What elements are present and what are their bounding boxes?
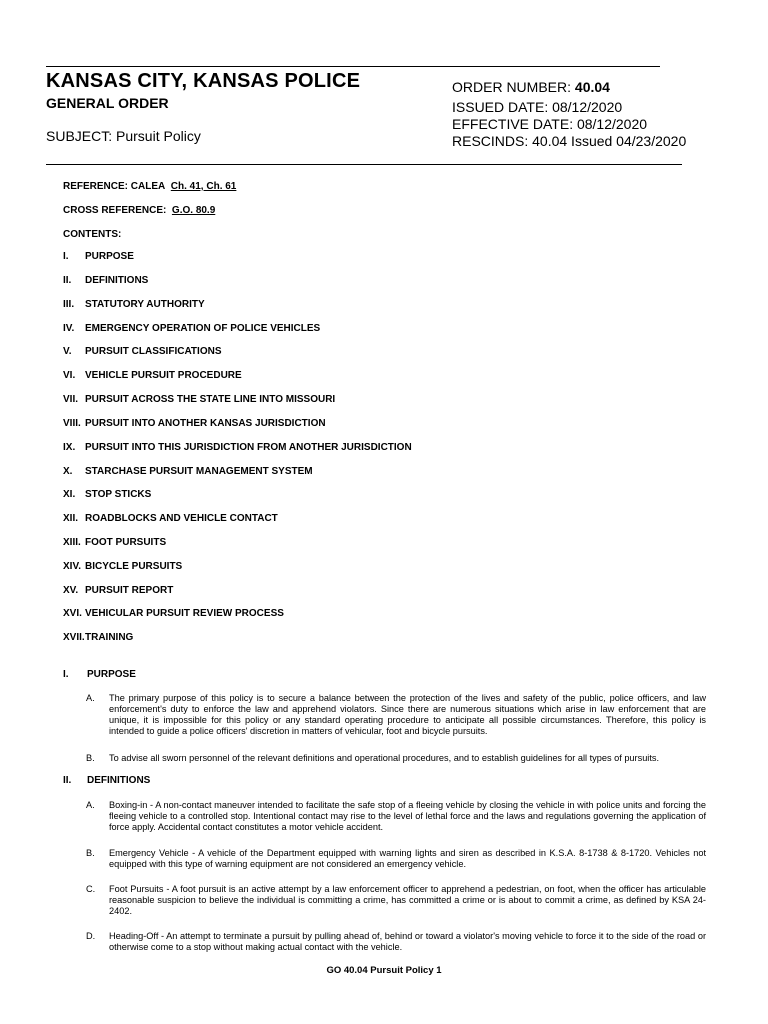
cross-reference-line xyxy=(63,205,215,216)
order-number-value: 40.04 xyxy=(574,79,610,95)
order-number xyxy=(452,77,686,97)
reference-value: Ch. 41, Ch. 61 xyxy=(170,181,237,192)
rescinds: RESCINDS: 40.04 Issued 04/23/2020 xyxy=(452,133,687,149)
contents-label: CONTENTS: xyxy=(63,229,122,240)
reference-line xyxy=(63,181,236,192)
purpose-paragraph-a: A. The primary purpose of this policy is to secure a balance between the protection of the lives and safety of the public, police officers, and law enforcement's duty to enforce the law and apprehend violators. Since there are numerous situations which arise in law enforcement that are unique, it is impossible for this policy or any standard operating procedure to anticipate all possible circumstances. Therefore, this policy is intended to guide a police officers' discretion in matters of vehicular, foot and bicycle pursuits. xyxy=(86,693,706,736)
purpose-paragraph-b: B. To advise all sworn personnel of the relevant definitions and operational procedures, and to establish guidelines for all types of pursuits. xyxy=(86,753,660,763)
issued-date: ISSUED DATE: 08/12/2020 xyxy=(452,99,623,115)
order-info xyxy=(452,77,686,151)
toc-item: XVII.TRAINING xyxy=(63,632,134,643)
toc-item: XIII. FOOT PURSUITS xyxy=(63,537,167,548)
definition-boxing-in: A. Boxing-in - A non-contact maneuver intended to facilitate the safe stop of a fleeing vehicle by closing the vehicle in with police units and forcing the fleeing vehicle to a controlled stop. Intentional contact may rise to the level of lethal force and the laws and regulations governing the application of force apply. Accidental contact constitutes a motor vehicle accident. xyxy=(86,800,706,832)
definition-emergency-vehicle: B. Emergency Vehicle - A vehicle of the Department equipped with warning lights and siren as described in K.S.A. 8-1738 & 8-1720. Vehicles not equipped with this type of warning equipment are not considered an emergency vehicle. xyxy=(86,848,706,869)
reference-label: REFERENCE: CALEA xyxy=(63,181,166,192)
toc-item: XII. ROADBLOCKS AND VEHICLE CONTACT xyxy=(63,513,278,524)
header-top-rule xyxy=(46,66,660,67)
definition-heading-off: D. Heading-Off - An attempt to terminate a pursuit by pulling ahead of, behind or toward a violator's moving vehicle to force it to the side of the road or otherwise come to a stop without making actual contact with the vehicle. xyxy=(86,931,706,952)
toc-item: V. PURSUIT CLASSIFICATIONS xyxy=(63,346,222,357)
section-heading-purpose: I. PURPOSE xyxy=(63,669,136,680)
header-bottom-rule xyxy=(46,164,682,165)
definition-foot-pursuits: C. Foot Pursuits - A foot pursuit is an active attempt by a law enforcement officer to apprehend a pedestrian, on foot, when the officer has articulable reasonable suspicion to believe the individual is committing a crime, has committed a crime or is about to commit a crime, as defined by KSA 24-2402. xyxy=(86,884,706,916)
toc-item: II. DEFINITIONS xyxy=(63,275,149,286)
agency-title: KANSAS CITY, KANSAS POLICE xyxy=(46,70,361,92)
cross-reference-value: G.O. 80.9 xyxy=(171,205,216,216)
toc-item: VIII. PURSUIT INTO ANOTHER KANSAS JURISDICTION xyxy=(63,418,326,429)
cross-reference-label: CROSS REFERENCE: xyxy=(63,205,167,216)
toc-item: XIV. BICYCLE PURSUITS xyxy=(63,561,183,572)
section-heading-definitions: II. DEFINITIONS xyxy=(63,775,151,786)
subject-line: SUBJECT: Pursuit Policy xyxy=(46,128,201,144)
page-footer: GO 40.04 Pursuit Policy 1 xyxy=(326,965,442,976)
effective-date: EFFECTIVE DATE: 08/12/2020 xyxy=(452,116,648,132)
order-number-label: ORDER NUMBER: xyxy=(452,79,575,95)
toc-item: IV. EMERGENCY OPERATION OF POLICE VEHICLES xyxy=(63,323,321,334)
toc-item: XI. STOP STICKS xyxy=(63,489,152,500)
toc-item: XVI. VEHICULAR PURSUIT REVIEW PROCESS xyxy=(63,608,284,619)
toc-item: VI. VEHICLE PURSUIT PROCEDURE xyxy=(63,370,242,381)
toc-item: I. PURPOSE xyxy=(63,251,134,262)
toc-item: III. STATUTORY AUTHORITY xyxy=(63,299,205,310)
document-type: GENERAL ORDER xyxy=(46,95,169,111)
toc-item: IX. PURSUIT INTO THIS JURISDICTION FROM ANOTHER JURISDICTION xyxy=(63,442,412,453)
toc-item: X. STARCHASE PURSUIT MANAGEMENT SYSTEM xyxy=(63,466,313,477)
toc-item: XV. PURSUIT REPORT xyxy=(63,585,174,596)
toc-item: VII. PURSUIT ACROSS THE STATE LINE INTO MISSOURI xyxy=(63,394,336,405)
